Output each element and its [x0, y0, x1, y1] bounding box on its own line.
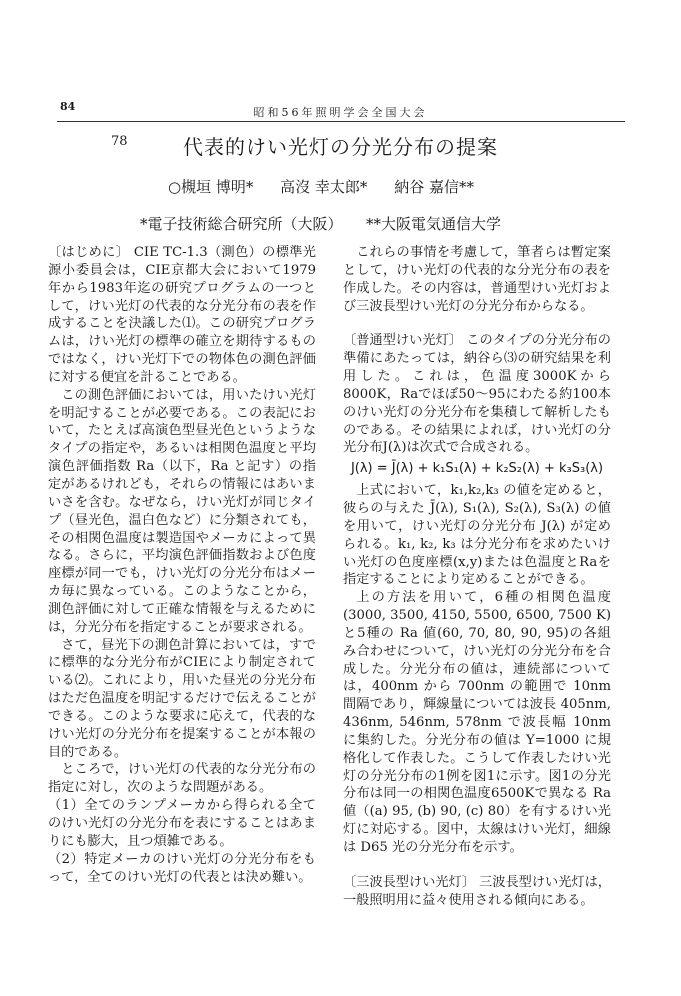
equation: J(λ) = J̄(λ) + k₁S₁(λ) + k₂S₂(λ) + k₃S₃(λ) — [350, 461, 604, 477]
running-title: 昭和56年照明学会全国大会 — [253, 106, 428, 119]
author: ○槻垣 博明* — [168, 178, 254, 196]
author: 高沒 幸太郎* — [280, 178, 368, 196]
paper-title: 代表的けい光灯の分光分布の提案 — [183, 135, 498, 159]
paragraph: 上の方法を用いて，6種の相関色温度(3000, 3500, 4150, 5500, 6500, 7500 K)と5種の Ra 値(60, 70, 80, 90, 95)の各組み合わせについて，けい光灯の分光分布を合成した。分光分布の値は，連続部については，400nm から 700nm の範囲で 10nm 間隔であり，輝線量については波長 405nm, 436nm, 546nm, 578nm で波長幅 10nm に集約した。分光分布の値は Y=1000 に規格化して作表した。こうして作表したけい光灯の分光分布の1例を図1に示す。図1の分光分布は同一の相関色温度6500Kで異なる Ra 値（(a) 95, (b) 90, (c) 80）を有するけい光灯に対応する。図中，太線はけい光灯，細線は D65 光の分光分布を示す。 — [343, 590, 611, 855]
paper-number: 78 — [111, 134, 128, 149]
header-rule — [57, 121, 625, 122]
affiliation: *電子技術総合研究所（大阪） — [140, 215, 343, 233]
section-paragraph: 〔三波長型けい光灯〕 三波長型けい光灯は，一般照明用に益々使用される傾向にある。 — [343, 874, 611, 908]
paragraph: 〔はじめに〕 CIE TC-1.3（測色）の標準光源小委員会は，CIE京都大会において1979年から1983年迄の研究プログラムの一つとして，けい光灯の代表的な分光分布の表を作成することを決議した⑴。この研究プログラムは，けい光灯の標準の確立を期待するものではなく，けい光灯下での物体色の測色評価に対する便宜を計ることである。 — [48, 245, 316, 385]
author: 納谷 嘉信** — [394, 178, 474, 196]
paragraph: これらの事情を考慮して，筆者らは暫定案として，けい光灯の代表的な分光分布の表を作成した。その内容は，普通型けい光灯および三波長型けい光灯の分光分布からなる。 — [343, 245, 611, 314]
list-item: （2）特定メーカのけい光灯の分光分布をもって，全てのけい光灯の代表とは決め難い。 — [48, 851, 316, 885]
section-paragraph: 〔普通型けい光灯〕 このタイプの分光分布の準備にあたっては，納谷ら⑶の研究結果を利用した。これは，色温度3000Kから8000K，Raでほぼ50～95にわたる約100本のけい光灯の分光分布を集積して解析したものである。その結果によれば，けい光灯の分光分布J(λ)は次式で合成される。 — [343, 333, 611, 456]
left-column — [48, 244, 316, 886]
paragraph: この測色評価においては，用いたけい光灯を明記することが必要である。この表記において，たとえば高演色型昼光色というようなタイプの指定や，あるいは相関色温度と平均演色評価指数 Ra（以下，Ra と記す）の指定があるけれども，それらの情報にはあいまいさを含む。なぜなら，けい光灯が同じタイプ（昼光色，温白色など）に分類されても，その相関色温度は製造国やメーカによって異なる。さらに，平均演色評価指数および色度座標が同一でも，けい光灯の分光分布はメーカ毎に異なっている。このようなことから，測色評価に対して正確な情報を与えるためには，分光分布を指定することが要求される。 — [48, 387, 316, 635]
right-column — [343, 244, 611, 910]
paragraph: ところで，けい光灯の代表的な分光分布の指定に対し，次のような問題がある。 — [48, 762, 316, 796]
list-item: （1）全てのランプメーカから得られる全てのけい光灯の分光分布を表にすることはあまりにも膨大，且つ煩雑である。 — [48, 798, 316, 849]
author-list — [168, 176, 548, 197]
page-number: 84 — [60, 100, 76, 113]
paragraph: 上式において，k₁,k₂,k₃ の値を定めると，彼らの与えた J̄(λ), S₁(λ), S₂(λ), S₃(λ) の値を用いて，けい光灯の分光分布 J(λ) が定められる。k₁, k₂, k₃ は分光分布を求めたいけい光灯の色度座標(x,y)または色温度とRaを指定することにより定めることができる。 — [343, 483, 611, 588]
affiliation: **大阪電気通信大学 — [366, 215, 502, 233]
paragraph: さて，昼光下の測色計算においては，すでに標準的な分光分布がCIEにより制定されている⑵。これにより，用いた昼光の分光分布はただ色温度を明記するだけで伝えることができる。このような要求に応えて，代表的なけい光灯の分光分布を提案することが本報の目的である。 — [48, 637, 316, 760]
